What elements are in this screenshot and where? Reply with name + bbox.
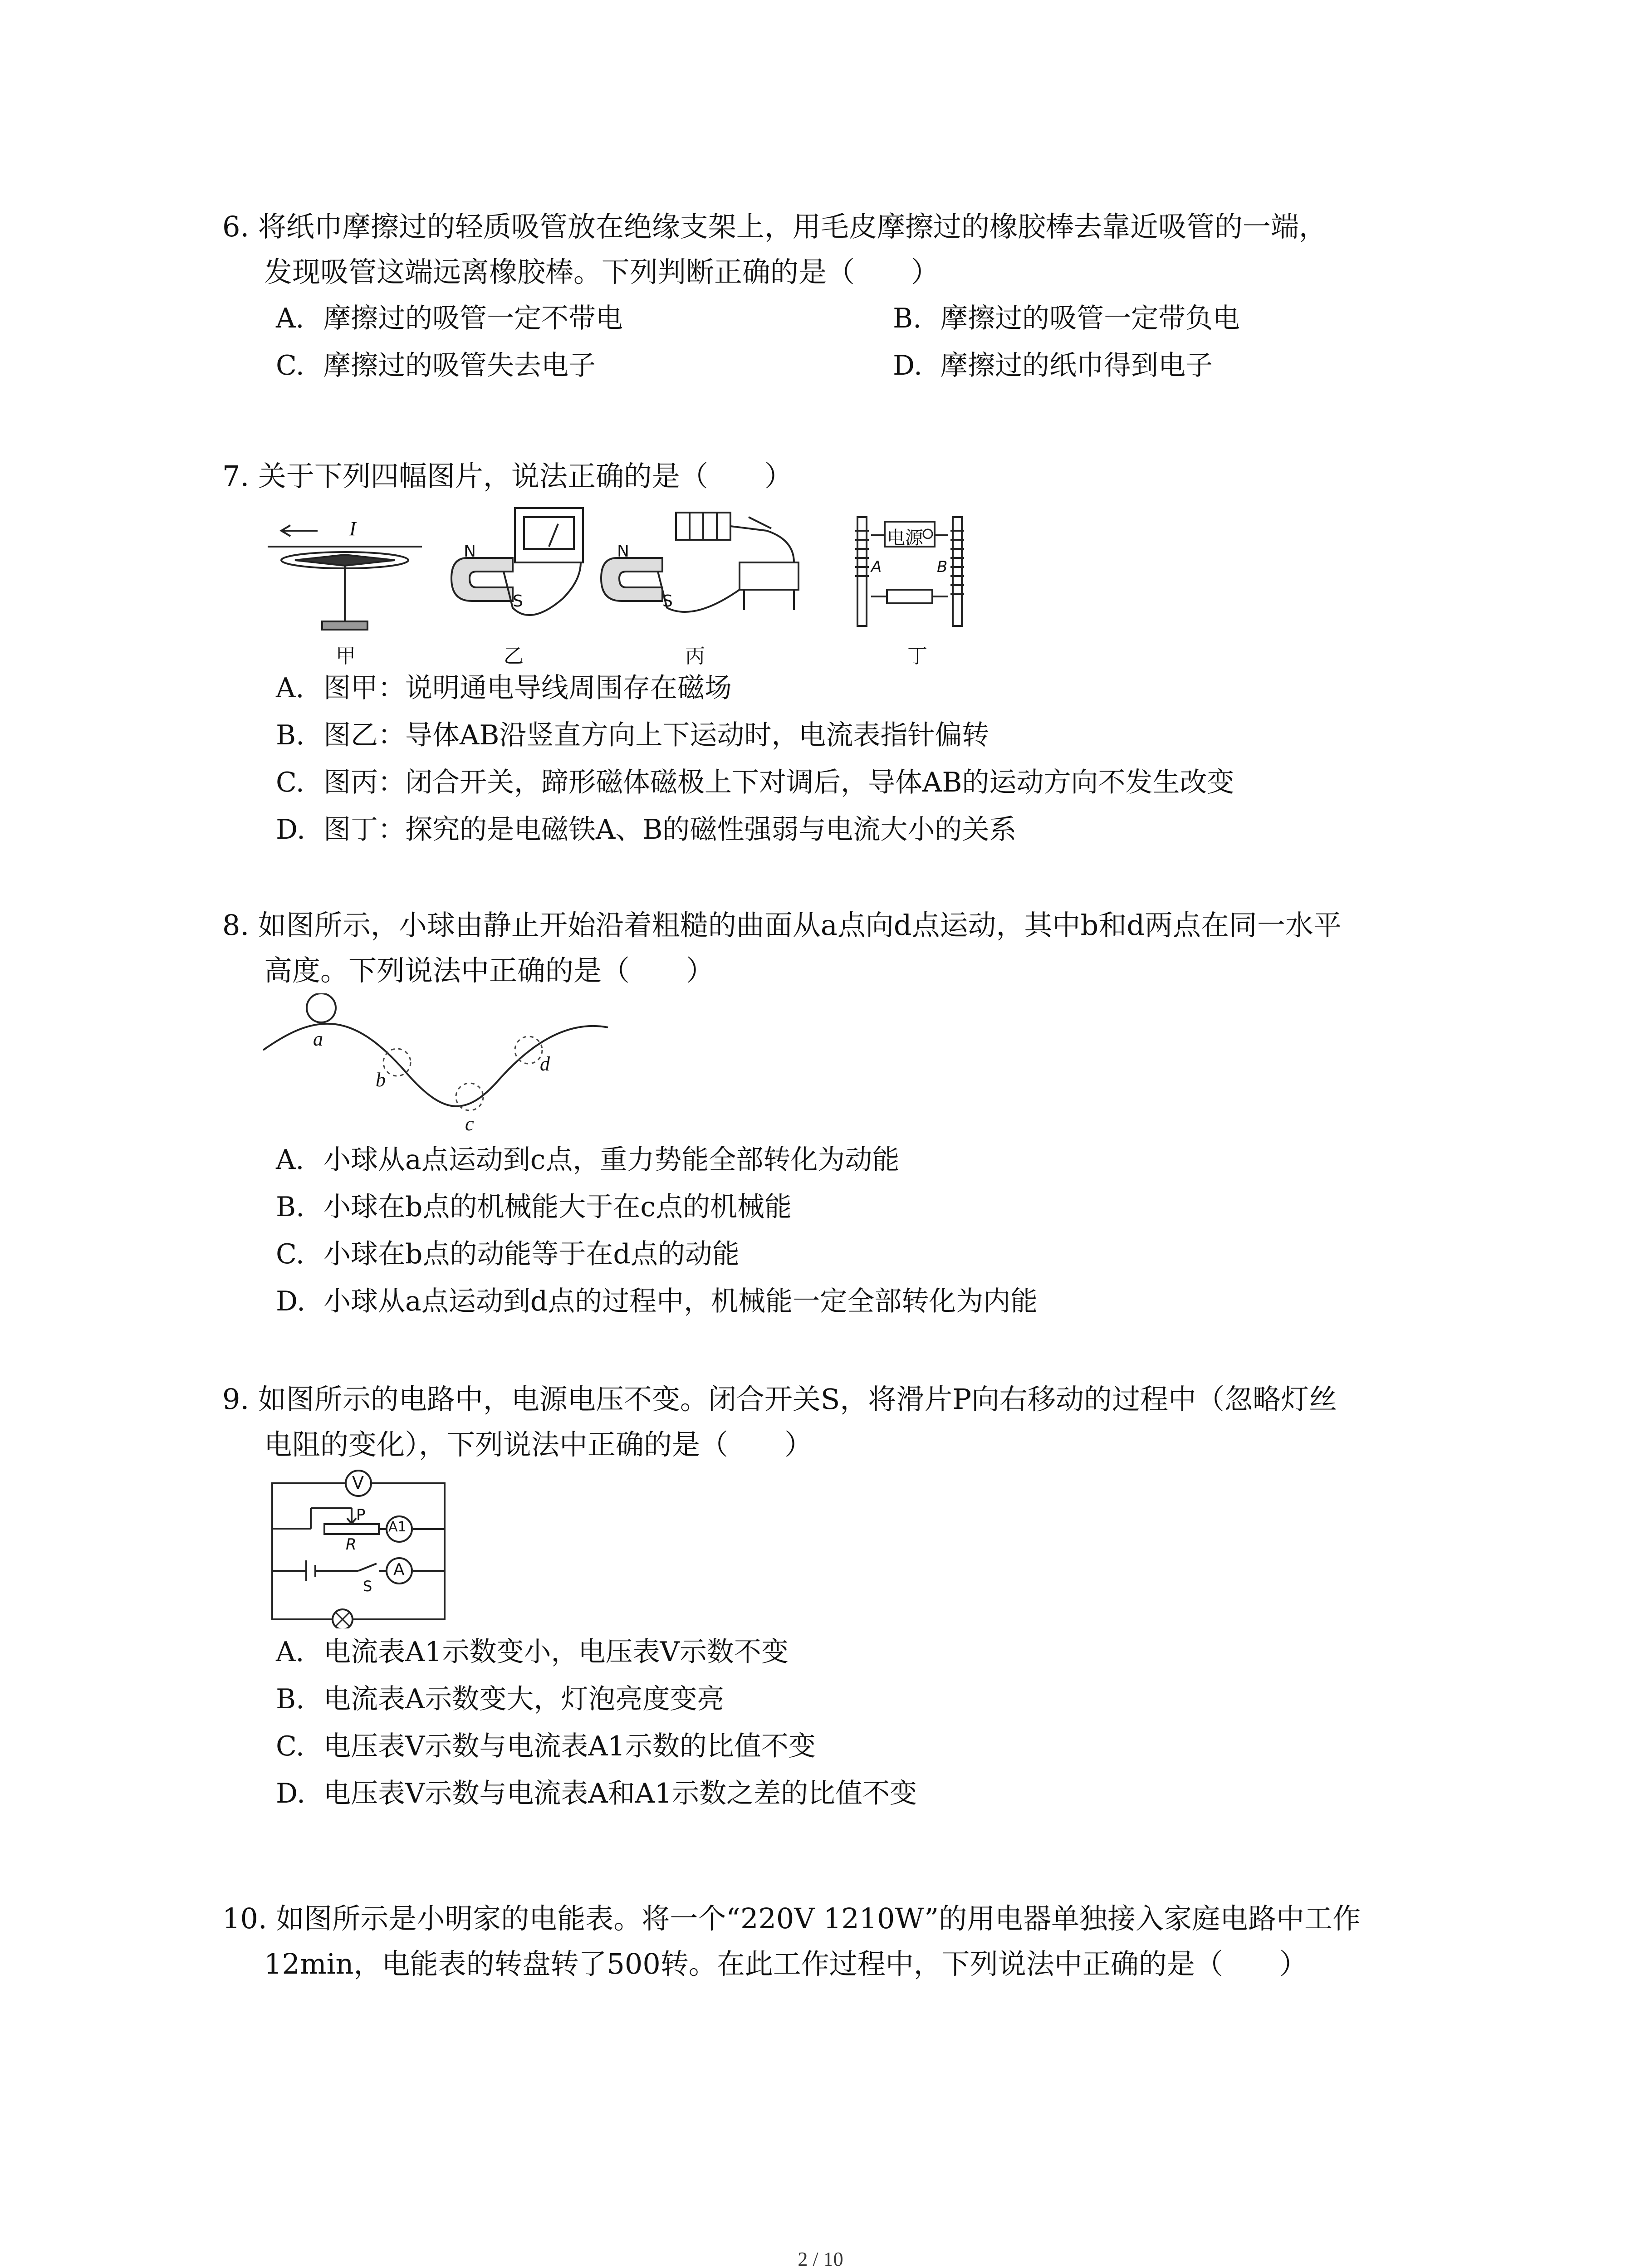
question-10 (222, 1896, 1456, 1987)
figure-ding-b-label: B (937, 558, 948, 576)
question-8-stem-line-1: 8. 如图所示，小球由静止开始沿着粗糙的曲面从a点向d点运动，其中b和d两点在同一水平 (222, 909, 1342, 942)
question-6 (222, 204, 1456, 389)
question-9-option-d[interactable]: D. 电压表V示数与电流表A和A1示数之差的比值不变 (276, 1778, 917, 1809)
figure-jia-current-label: I (349, 518, 356, 540)
question-7-figure (268, 503, 1003, 671)
question-9-option-b[interactable]: B. 电流表A示数变大，灯泡亮度变亮 (276, 1683, 725, 1715)
question-9-circuit (268, 1467, 449, 1628)
question-7-option-a[interactable]: A. 图甲：说明通电导线周围存在磁场 (276, 672, 732, 704)
question-8 (222, 903, 1456, 993)
curve-point-a-label: a (313, 1028, 323, 1050)
question-7-option-b[interactable]: B. 图乙：导体AB沿竖直方向上下运动时，电流表指针偏转 (276, 719, 989, 751)
figure-yi-n-label: N (464, 542, 476, 561)
circuit-ammeter-a1-label: A1 (388, 1519, 407, 1535)
question-6-stem-line-1: 6. 将纸巾摩擦过的轻质吸管放在绝缘支架上，用毛皮摩擦过的橡胶棒去靠近吸管的一端， (222, 210, 1327, 243)
circuit-voltmeter-label: V (352, 1473, 364, 1493)
question-6-option-d[interactable]: D. 摩擦过的纸巾得到电子 (893, 350, 1213, 381)
circuit-resistor-r-label: R (346, 1535, 357, 1554)
question-8-figure (263, 993, 617, 1134)
question-9-options (222, 1628, 1456, 1817)
curve-point-b-label: b (376, 1069, 386, 1091)
curve-point-c-label: c (465, 1113, 474, 1135)
question-6-option-a[interactable]: A. 摩擦过的吸管一定不带电 (276, 303, 623, 334)
question-8-curve-drawing (263, 993, 617, 1134)
question-6-option-b[interactable]: B. 摩擦过的吸管一定带负电 (893, 303, 1240, 334)
question-7-stem: 7. 关于下列四幅图片，说法正确的是（ ） (222, 459, 793, 493)
question-8-option-c[interactable]: C. 小球在b点的动能等于在d点的动能 (276, 1238, 740, 1270)
figure-caption-ding: 丁 (907, 645, 927, 668)
figure-yi-s-label: S (513, 592, 523, 611)
question-6-stem-line-2: 发现吸管这端远离橡胶棒。下列判断正确的是（ ） (264, 255, 940, 288)
page-number: 2 / 10 (798, 2248, 843, 2268)
figure-caption-bing: 丙 (685, 645, 705, 668)
question-7-option-c[interactable]: C. 图丙：闭合开关，蹄形磁体磁极上下对调后，导体AB的运动方向不发生改变 (276, 767, 1234, 798)
circuit-slider-p-label: P (356, 1506, 366, 1524)
question-9-stem-line-1: 9. 如图所示的电路中，电源电压不变。闭合开关S，将滑片P向右移动的过程中（忽略灯丝 (222, 1383, 1337, 1416)
question-7-options (222, 665, 1456, 853)
question-10-stem-line-1: 10. 如图所示是小明家的电能表。将一个“220V 1210W”的用电器单独接入家庭电路中工作 (222, 1902, 1361, 1935)
question-9-stem-line-2: 电阻的变化），下列说法中正确的是（ ） (264, 1428, 813, 1461)
figure-caption-yi: 乙 (504, 645, 524, 668)
question-9-option-a[interactable]: A. 电流表A1示数变小，电压表V示数不变 (276, 1636, 789, 1668)
question-8-option-a[interactable]: A. 小球从a点运动到c点，重力势能全部转化为动能 (276, 1144, 900, 1176)
question-9-option-c[interactable]: C. 电压表V示数与电流表A1示数的比值不变 (276, 1730, 816, 1762)
question-6-option-c[interactable]: C. 摩擦过的吸管失去电子 (276, 350, 596, 381)
question-8-option-d[interactable]: D. 小球从a点运动到d点的过程中，机械能一定全部转化为内能 (276, 1286, 1038, 1317)
question-7-option-d[interactable]: D. 图丁：探究的是电磁铁A、B的磁性强弱与电流大小的关系 (276, 814, 1017, 846)
figure-caption-jia: 甲 (336, 645, 356, 668)
question-8-stem-line-2: 高度。下列说法中正确的是（ ） (264, 954, 715, 987)
figure-bing-s-label: S (662, 592, 673, 611)
question-8-options (222, 1136, 1456, 1325)
figure-ding-power-label: 电源 (887, 528, 923, 548)
question-7 (222, 454, 1456, 499)
figure-ding-a-label: A (871, 558, 882, 576)
question-9 (222, 1377, 1456, 1467)
circuit-ammeter-a-label: A (393, 1560, 405, 1579)
question-10-stem-line-2: 12min，电能表的转盘转了500转。在此工作过程中，下列说法中正确的是（ ） (264, 1947, 1308, 1980)
question-8-option-b[interactable]: B. 小球在b点的机械能大于在c点的机械能 (276, 1191, 792, 1223)
curve-point-d-label: d (540, 1053, 550, 1075)
figure-bing-n-label: N (617, 542, 629, 561)
circuit-switch-s-label: S (363, 1578, 372, 1595)
